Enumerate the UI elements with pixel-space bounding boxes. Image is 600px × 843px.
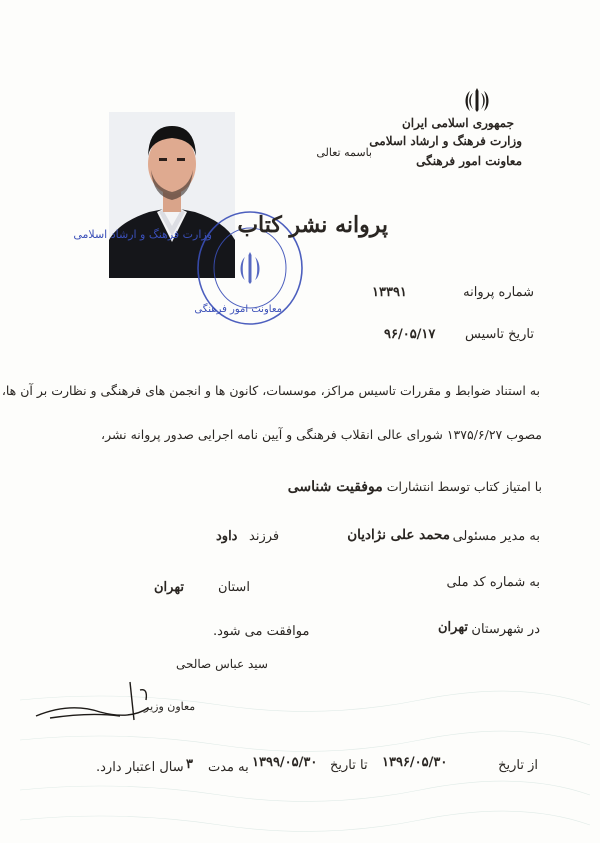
period-suffix: سال اعتبار دارد.: [96, 760, 184, 775]
publisher-prefix: با امتیاز کتاب توسط انتشارات: [386, 479, 542, 494]
header-deputy: معاونت امور فرهنگی: [416, 154, 522, 168]
valid-to-label: تا تاریخ: [330, 758, 368, 773]
publisher-name: موفقیت شناسی: [287, 479, 383, 495]
header-republic: جمهوری اسلامی ایران: [401, 116, 514, 130]
period-label: به مدت: [208, 760, 249, 775]
regulation-paragraph-1: به استناد ضوابط و مقررات تاسیس مراکز، موسسات، کانون ها و انجمن های فرهنگی و نظارت بر آن ها،: [1, 383, 540, 398]
manager-name: محمد علی نژادیان: [347, 527, 450, 543]
father-name: داود: [216, 529, 238, 544]
signer-name: سید عباس صالحی: [176, 657, 268, 671]
province-label: استان: [218, 580, 250, 595]
city-label: در شهرستان: [471, 622, 540, 637]
city-value: تهران: [438, 620, 468, 635]
license-number-value: ۱۳۳۹۱: [372, 285, 407, 300]
stamp-text-top: وزارت فرهنگ و ارشاد اسلامی: [73, 228, 212, 241]
manager-label: به مدیر مسئولی: [452, 529, 540, 544]
valid-to-value: ۱۳۹۹/۰۵/۳۰: [252, 755, 318, 770]
signer-title: معاون وزیر: [144, 700, 196, 713]
child-of-label: فرزند: [249, 529, 280, 544]
founded-date-value: ۹۶/۰۵/۱۷: [384, 327, 436, 342]
period-value: ۳: [186, 757, 193, 772]
province-value: تهران: [154, 580, 184, 595]
approval-text: موافقت می شود.: [213, 624, 310, 639]
valid-from-value: ۱۳۹۶/۰۵/۳۰: [382, 755, 448, 770]
regulation-paragraph-2: مصوب ۱۳۷۵/۶/۲۷ شورای عالی انقلاب فرهنگی و آیین نامه اجرایی صدور پروانه نشر،: [101, 427, 542, 442]
iran-emblem-icon: [462, 85, 492, 115]
national-id-label: به شماره کد ملی: [446, 575, 540, 590]
header-ministry: وزارت فرهنگ و ارشاد اسلامی: [369, 134, 522, 148]
license-number-label: شماره پروانه: [463, 285, 534, 300]
document-title: پروانه نشر کتاب: [237, 212, 388, 238]
valid-from-label: از تاریخ: [498, 758, 538, 773]
founded-date-label: تاریخ تاسیس: [465, 327, 534, 342]
publisher-line: [288, 479, 542, 495]
basmala: باسمه تعالی: [316, 146, 372, 159]
stamp-text-bottom: معاونت امور فرهنگی: [194, 304, 282, 315]
